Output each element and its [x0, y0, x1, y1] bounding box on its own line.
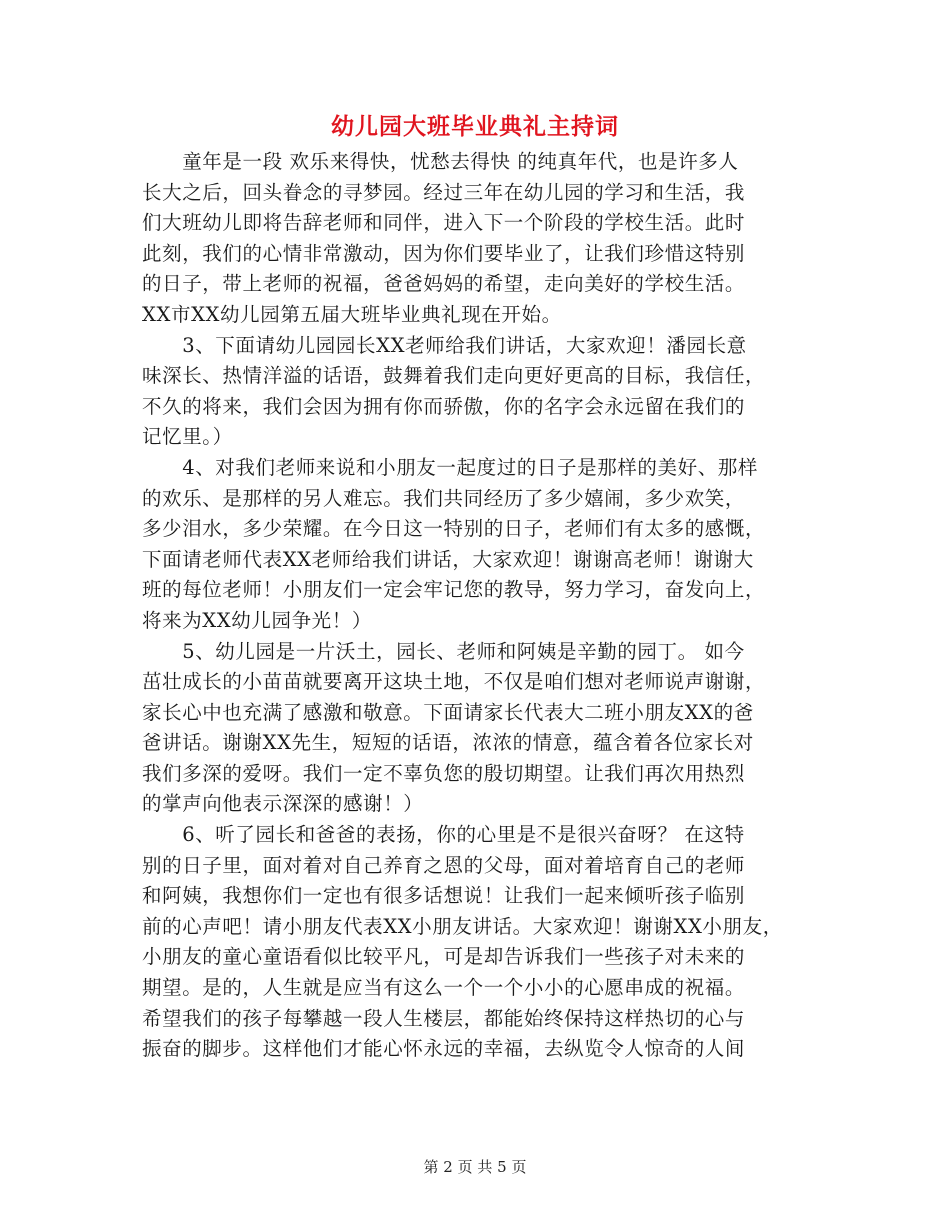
- text-line: 茁壮成长的小苗苗就要离开这块土地，不仅是咱们想对老师说声谢谢，: [142, 670, 766, 694]
- text-line: 的日子，带上老师的祝福，爸爸妈妈的希望，走向美好的学校生活。: [142, 272, 746, 296]
- text-line: 们大班幼儿即将告辞老师和同伴，进入下一个阶段的学校生活。此时: [142, 211, 746, 235]
- text-line: 童年是一段 欢乐来得快，忧愁去得快 的纯真年代，也是许多人: [142, 150, 739, 173]
- text-line: 味深长、热情洋溢的话语，鼓舞着我们走向更好更高的目标，我信任，: [142, 364, 766, 388]
- text-line: 振奋的脚步。这样他们才能心怀永远的幸福，去纵览令人惊奇的人间: [142, 1037, 746, 1061]
- text-line: 4、对我们老师来说和小朋友一起度过的日子是那样的美好、那样: [142, 455, 759, 479]
- text-line: 长大之后，回头眷念的寻梦园。经过三年在幼儿园的学习和生活，我: [142, 180, 746, 204]
- text-line: 期望。是的，人生就是应当有这么一个一个小小的心愿串成的祝福。: [142, 976, 746, 1000]
- text-line: 别的日子里，面对着对自己养育之恩的父母，面对着培育自己的老师: [142, 853, 746, 877]
- text-line: 5、幼儿园是一片沃土，园长、老师和阿姨是辛勤的园丁。 如今: [142, 639, 745, 663]
- text-line: 多少泪水，多少荣耀。在今日这一特别的日子，老师们有太多的感慨，: [142, 517, 766, 541]
- text-line: 记忆里。）: [142, 425, 233, 449]
- text-line: 不久的将来，我们会因为拥有你而骄傲，你的名字会永远留在我们的: [142, 394, 746, 418]
- text-line: 6、听了园长和爸爸的表扬，你的心里是不是很兴奋呀？ 在这特: [142, 823, 745, 847]
- text-line: 小朋友的童心童语看似比较平凡，可是却告诉我们一些孩子对未来的: [142, 945, 746, 969]
- text-line: 此刻，我们的心情非常激动，因为你们要毕业了，让我们珍惜这特别: [142, 241, 746, 265]
- text-line: 下面请老师代表XX老师给我们讲话，大家欢迎！谢谢高老师！谢谢大: [142, 547, 754, 571]
- text-line: 希望我们的孩子每攀越一段人生楼层，都能始终保持这样热切的心与: [142, 1006, 746, 1030]
- text-line: 3、下面请幼儿园园长XX老师给我们讲话，大家欢迎！潘园长意: [142, 333, 747, 357]
- text-line: 的欢乐、是那样的另人难忘。我们共同经历了多少嬉闹，多少欢笑，: [142, 486, 746, 510]
- text-line: 爸讲话。谢谢XX先生，短短的话语，浓浓的情意，蕴含着各位家长对: [142, 731, 754, 755]
- text-line: 我们多深的爱呀。我们一定不辜负您的殷切期望。让我们再次用热烈: [142, 761, 746, 785]
- text-line: XX市XX幼儿园第五届大班毕业典礼现在开始。: [142, 302, 562, 326]
- page-number-footer: 第 2 页 共 5 页: [423, 1158, 527, 1176]
- document-title: 幼儿园大班毕业典礼主持词: [331, 114, 619, 140]
- text-line: 班的每位老师！小朋友们一定会牢记您的教导，努力学习，奋发向上，: [142, 578, 766, 602]
- text-line: 的掌声向他表示深深的感谢！）: [142, 792, 424, 816]
- text-line: 前的心声吧！请小朋友代表XX小朋友讲话。大家欢迎！谢谢XX小朋友，: [142, 914, 783, 938]
- text-line: 家长心中也充满了感激和敬意。下面请家长代表大二班小朋友XX的爸: [142, 700, 754, 724]
- text-line: 将来为XX幼儿园争光！）: [142, 608, 372, 632]
- document-body: [142, 147, 822, 1065]
- text-line: 和阿姨，我想你们一定也有很多话想说！让我们一起来倾听孩子临别: [142, 884, 746, 908]
